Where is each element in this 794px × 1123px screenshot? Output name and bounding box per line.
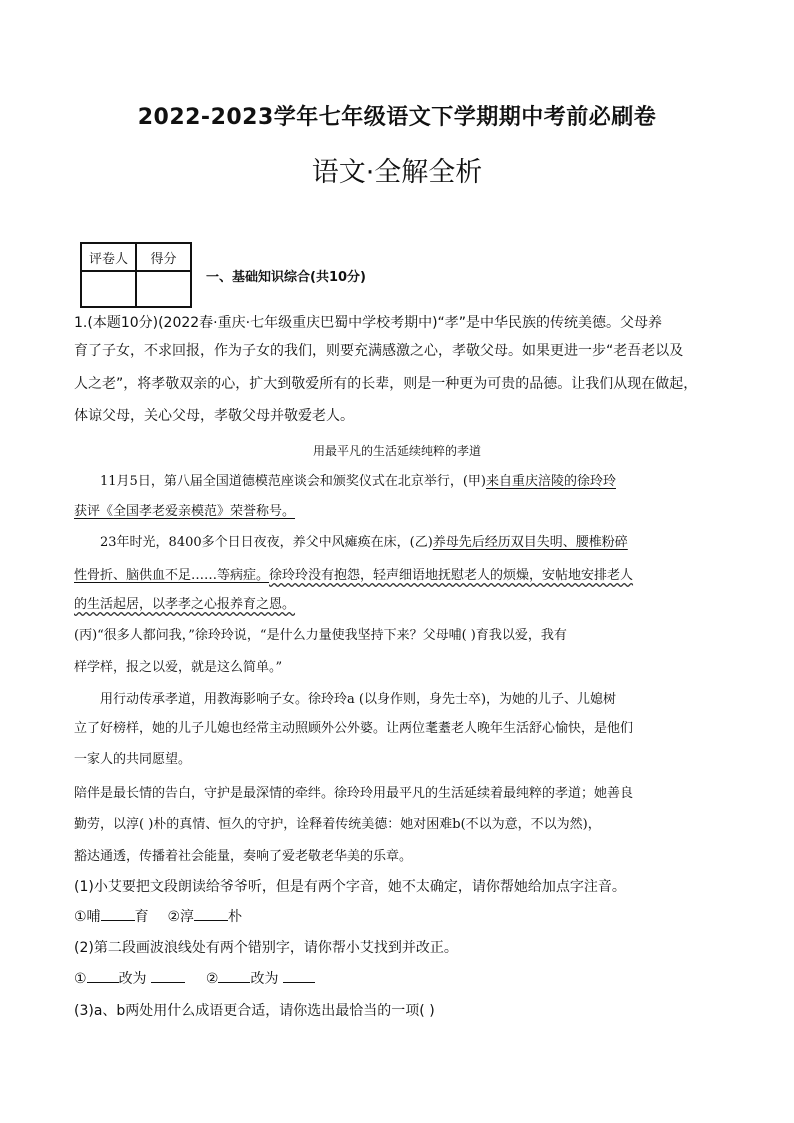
answer-blank[interactable] [101, 906, 135, 921]
wavy-underlined-text-cont: 的生活起居，以孝孝之心报养育之恩。 [74, 597, 296, 612]
question-intro-line-3: 人之老”，将孝敬双亲的心，扩大到敬爱所有的长辈，则是一种更为可贵的品德。让我们从现在做起， [74, 376, 698, 392]
underlined-sentence-yi: 养母先后经历双目失明、腰椎粉碎 [432, 535, 628, 550]
answer-blank[interactable] [218, 968, 250, 983]
subquestion-1-answers [74, 906, 242, 926]
item-label: ② [205, 971, 219, 987]
item-label: 育 [134, 909, 149, 925]
passage-p3-line2: 样学样，报之以爱，就是这么简单。” [74, 660, 283, 675]
subquestion-3: (3)a、b两处用什么成语更合适，请你选出最恰当的一项( ) [74, 1003, 435, 1019]
passage-p1-line1 [100, 470, 616, 489]
answer-blank[interactable] [194, 906, 228, 921]
passage-p2-line2 [74, 564, 633, 583]
underlined-sentence-jia-cont: 获评《全国孝老爱亲模范》荣誉称号。 [74, 504, 296, 519]
passage-p4-line2: 立了好榜样，她的儿子儿媳也经常主动照顾外公外婆。让两位耄耋老人晚年生活舒心愉快，是他们 [74, 721, 634, 736]
answer-blank[interactable] [283, 968, 315, 983]
section-heading: 一、基础知识综合(共10分) [206, 270, 366, 285]
passage-text: 11月5日，第八届全国道德模范座谈会和颁奖仪式在北京举行，(甲) [100, 474, 486, 489]
passage-p2-line3 [74, 593, 295, 612]
score-table [80, 242, 192, 308]
subquestion-2: (2)第二段画波浪线处有两个错别字，请你帮小艾找到并改正。 [74, 940, 458, 956]
question-intro-line-2: 育了子女，不求回报，作为子女的我们，则要充满感激之心，孝敬父母。如果更进一步“老吾老以及 [74, 343, 684, 359]
passage-p2-line1 [100, 531, 628, 550]
change-label: 改为 [250, 971, 279, 987]
passage-text: 23年时光，8400多个日日夜夜，养父中风瘫痪在床，(乙) [100, 535, 433, 550]
score-label: 得分 [136, 243, 191, 271]
answer-blank[interactable] [151, 968, 185, 983]
score-cell [136, 271, 191, 307]
passage-p5-line2: 勤劳，以淳( )朴的真情、恒久的守护，诠释着传统美德：她对困难b(不以为意，不以为然)， [74, 817, 601, 832]
underlined-sentence-jia: 来自重庆涪陵的徐玲玲 [485, 474, 616, 489]
passage-p5-line1: 陪伴是最长情的告白，守护是最深情的牵绊。徐玲玲用最平凡的生活延续着最纯粹的孝道；她善良 [74, 786, 634, 801]
passage-p4-line3: 一家人的共同愿望。 [74, 752, 192, 767]
passage-p1-line2 [74, 500, 295, 519]
question-intro-line-1: 1.(本题10分)(2022春·重庆·七年级重庆巴蜀中学校考期中)“孝”是中华民族的传统美德。父母养 [74, 315, 663, 331]
grader-label: 评卷人 [81, 243, 136, 271]
passage-title: 用最平凡的生活延续纯粹的孝道 [312, 444, 481, 458]
answer-blank[interactable] [87, 968, 119, 983]
underlined-sentence-yi-cont: 性骨折、脑供血不足……等病症。 [74, 568, 270, 583]
change-label: 改为 [118, 971, 147, 987]
item-label: ①哺 [74, 909, 101, 925]
passage-p3-line1: (丙)“很多人都问我，”徐玲玲说，“是什么力量使我坚持下来？父母哺( )育我以爱，我有 [74, 628, 567, 643]
subquestion-1: (1)小艾要把文段朗读给爷爷听，但是有两个字音，她不太确定，请你帮她给加点字注音。 [74, 879, 626, 895]
subquestion-2-answers [74, 968, 315, 988]
passage-p5-line3: 豁达通透，传播着社会能量，奏响了爱老敬老华美的乐章。 [74, 849, 413, 864]
wavy-underlined-text: 徐玲玲没有抱怨，轻声细语地抚慰老人的烦燥，安帖地安排老人 [269, 568, 634, 583]
item-label: ① [74, 971, 87, 987]
question-intro-line-4: 体谅父母，关心父母，孝敬父母并敬爱老人。 [74, 408, 354, 424]
item-label: ②淳 [167, 909, 195, 925]
document-title: 2022-2023学年七年级语文下学期期中考前必刷卷 [137, 105, 657, 130]
grader-cell [81, 271, 136, 307]
passage-p4-line1: 用行动传承孝道，用教海影响子女。徐玲玲a (以身作则，身先士卒)，为她的儿子、儿媳树 [100, 692, 617, 707]
document-subtitle: 语文·全解全析 [311, 157, 483, 188]
item-label: 朴 [228, 909, 243, 925]
